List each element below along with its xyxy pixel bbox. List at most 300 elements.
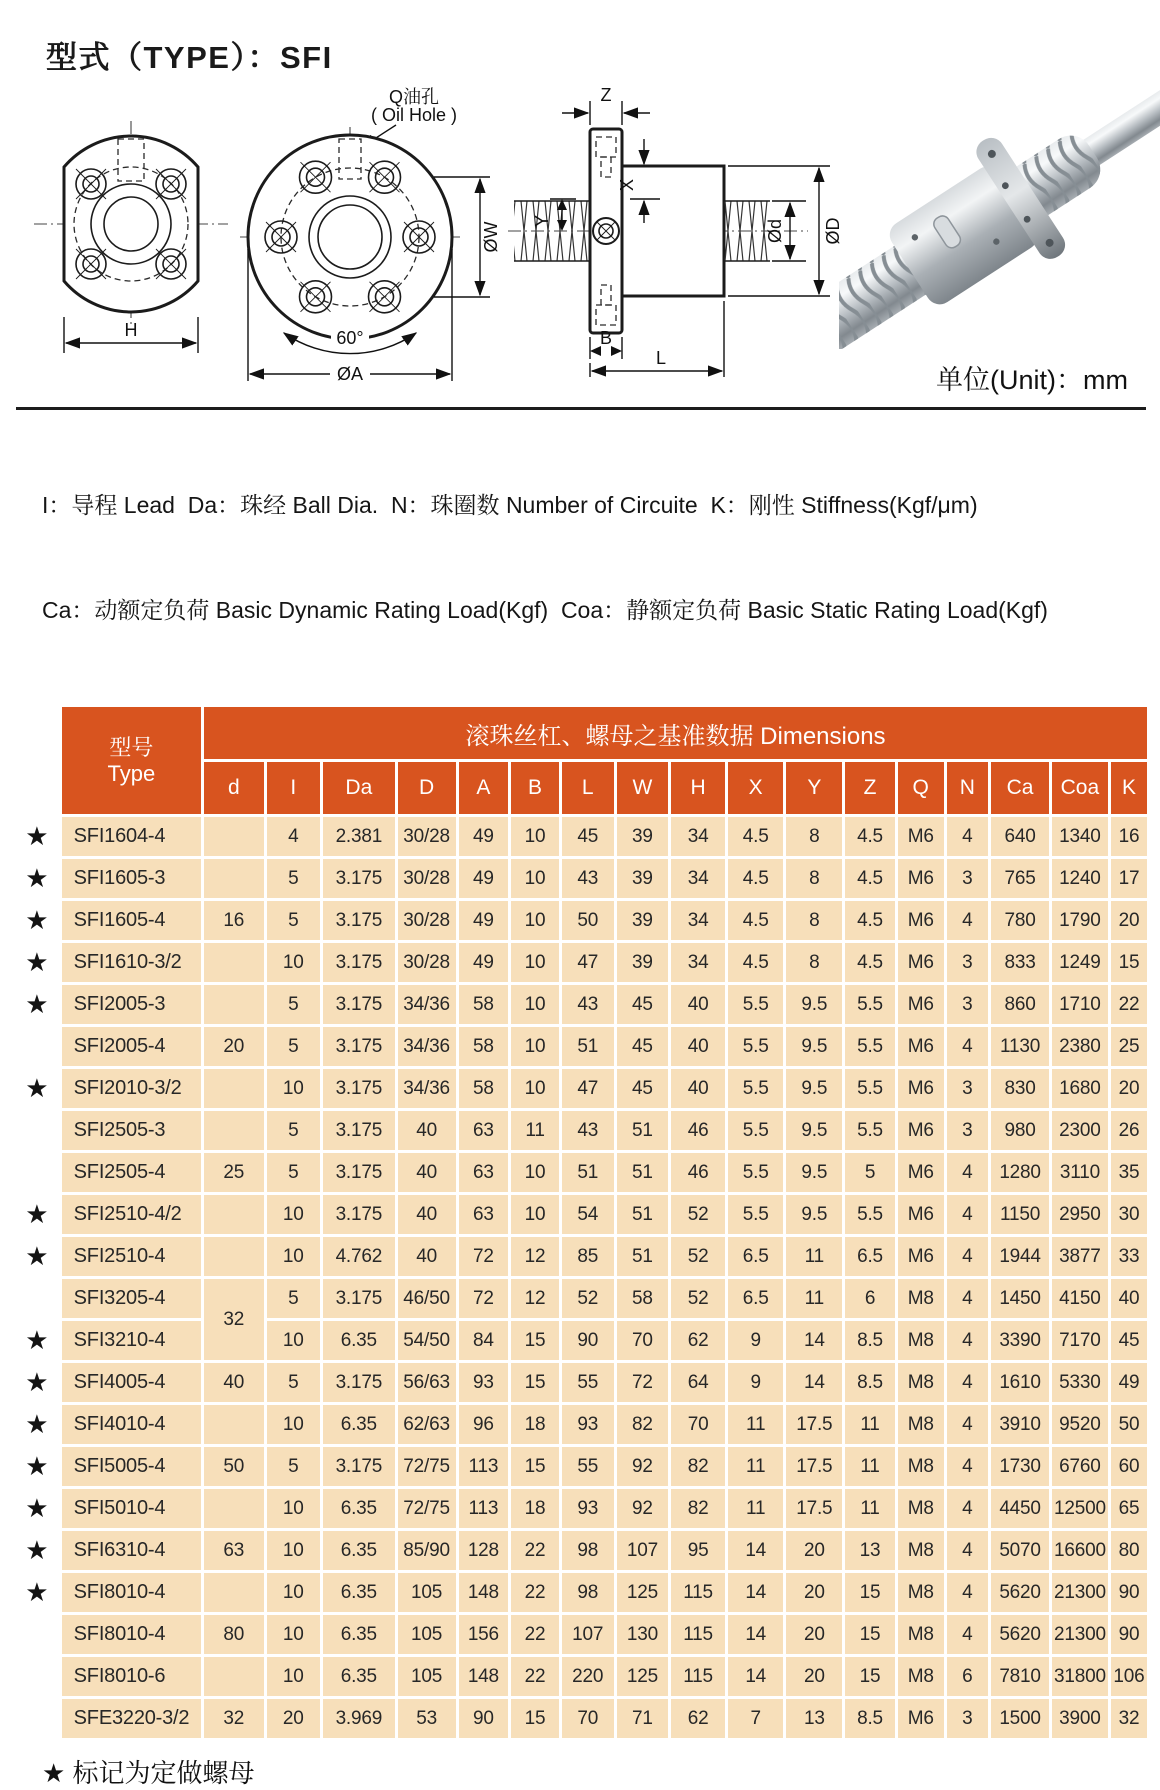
cell-K: 32 bbox=[1111, 1699, 1147, 1738]
cell-K: 90 bbox=[1111, 1573, 1147, 1612]
cell-Q: M8 bbox=[898, 1447, 944, 1486]
star-marker: ★ bbox=[25, 1325, 49, 1355]
cell-K: 49 bbox=[1111, 1363, 1147, 1402]
cell-Z: 4.5 bbox=[845, 817, 895, 856]
unit-label: 单位(Unit)：mm bbox=[936, 365, 1128, 395]
cell-Da: 3.175 bbox=[323, 1447, 395, 1486]
cell-N: 3 bbox=[947, 943, 989, 982]
cell-A: 63 bbox=[459, 1195, 509, 1234]
column-header-A: A bbox=[459, 762, 509, 814]
cell-I: 10 bbox=[267, 1321, 321, 1360]
cell-W: 71 bbox=[617, 1699, 669, 1738]
cell-Q: M6 bbox=[898, 1699, 944, 1738]
cell-Ca: 780 bbox=[991, 901, 1049, 940]
cell-A: 113 bbox=[459, 1447, 509, 1486]
cell-Y: 14 bbox=[786, 1363, 842, 1402]
cell-Coa: 6760 bbox=[1052, 1447, 1108, 1486]
cell-X: 7 bbox=[728, 1699, 784, 1738]
cell-B: 15 bbox=[511, 1699, 559, 1738]
cell-Z: 6 bbox=[845, 1279, 895, 1318]
cell-W: 51 bbox=[617, 1111, 669, 1150]
cell-Ca: 3910 bbox=[991, 1405, 1049, 1444]
cell-W: 70 bbox=[617, 1321, 669, 1360]
cell-Ca: 860 bbox=[991, 985, 1049, 1024]
cell-B: 10 bbox=[511, 817, 559, 856]
cell-A: 72 bbox=[459, 1279, 509, 1318]
cell-W: 125 bbox=[617, 1657, 669, 1696]
cell-X: 4.5 bbox=[728, 901, 784, 940]
cell-Z: 15 bbox=[845, 1573, 895, 1612]
cell-Q: M8 bbox=[898, 1657, 944, 1696]
star-marker: ★ bbox=[25, 1409, 49, 1439]
ballscrew-photo bbox=[839, 63, 1160, 349]
cell-d: 63 bbox=[204, 1531, 263, 1570]
cell-K: 80 bbox=[1111, 1531, 1147, 1570]
cell-L: 52 bbox=[562, 1279, 614, 1318]
cell-N: 4 bbox=[947, 1153, 989, 1192]
cell-Da: 6.35 bbox=[323, 1489, 395, 1528]
cell-Z: 11 bbox=[845, 1405, 895, 1444]
nut-body bbox=[622, 166, 724, 296]
cell-X: 4.5 bbox=[728, 859, 784, 898]
cell-D: 40 bbox=[398, 1237, 456, 1276]
dim-label-a: ØA bbox=[336, 364, 364, 384]
cell-W: 45 bbox=[617, 985, 669, 1024]
cell-Ca: 833 bbox=[991, 943, 1049, 982]
cell-A: 84 bbox=[459, 1321, 509, 1360]
cell-A: 49 bbox=[459, 943, 509, 982]
cell-X: 5.5 bbox=[728, 1069, 784, 1108]
cell-B: 10 bbox=[511, 985, 559, 1024]
cell-Z: 5.5 bbox=[845, 1195, 895, 1234]
type-column-header bbox=[62, 707, 201, 814]
cell-I: 5 bbox=[267, 1153, 321, 1192]
cell-B: 15 bbox=[511, 1447, 559, 1486]
table-row bbox=[15, 1657, 1147, 1696]
cell-Coa: 1249 bbox=[1052, 943, 1108, 982]
star-marker: ★ bbox=[25, 947, 49, 977]
type-cell: SFI2010-3/2 bbox=[62, 1069, 201, 1108]
cell-I: 5 bbox=[267, 859, 321, 898]
cell-A: 63 bbox=[459, 1153, 509, 1192]
cell-I: 10 bbox=[267, 1573, 321, 1612]
dim-label-z: Z bbox=[600, 85, 612, 105]
cell-Coa: 5330 bbox=[1052, 1363, 1108, 1402]
cell-H: 34 bbox=[671, 859, 725, 898]
type-cell: SFI4005-4 bbox=[62, 1363, 201, 1402]
cell-W: 58 bbox=[617, 1279, 669, 1318]
cell-Ca: 1944 bbox=[991, 1237, 1049, 1276]
cell-A: 49 bbox=[459, 859, 509, 898]
cell-I: 5 bbox=[267, 1027, 321, 1066]
cell-d bbox=[204, 817, 263, 856]
table-row bbox=[15, 901, 1147, 940]
column-header-Da: Da bbox=[323, 762, 395, 814]
cell-Ca: 1280 bbox=[991, 1153, 1049, 1192]
flange-view-drawing bbox=[238, 87, 506, 387]
cell-L: 220 bbox=[562, 1657, 614, 1696]
footnote: ★ 标记为定做螺母 bbox=[42, 1758, 255, 1788]
table-row bbox=[15, 859, 1147, 898]
cell-Z: 5.5 bbox=[845, 1111, 895, 1150]
cell-W: 92 bbox=[617, 1489, 669, 1528]
cell-Coa: 16600 bbox=[1052, 1531, 1108, 1570]
dimensions-header: 滚珠丝杠、螺母之基准数据 Dimensions bbox=[204, 707, 1147, 759]
cell-N: 4 bbox=[947, 1279, 989, 1318]
cell-Q: M8 bbox=[898, 1615, 944, 1654]
table-row bbox=[15, 943, 1147, 982]
cell-N: 4 bbox=[947, 1321, 989, 1360]
cell-H: 52 bbox=[671, 1195, 725, 1234]
cell-Da: 3.175 bbox=[323, 859, 395, 898]
star-marker: ★ bbox=[25, 1493, 49, 1523]
cell-H: 46 bbox=[671, 1153, 725, 1192]
cell-Ca: 5620 bbox=[991, 1573, 1049, 1612]
cell-d: 50 bbox=[204, 1447, 263, 1486]
cell-Coa: 21300 bbox=[1052, 1615, 1108, 1654]
cell-L: 55 bbox=[562, 1447, 614, 1486]
cell-W: 39 bbox=[617, 859, 669, 898]
cell-D: 62/63 bbox=[398, 1405, 456, 1444]
cell-A: 148 bbox=[459, 1573, 509, 1612]
cell-W: 39 bbox=[617, 817, 669, 856]
cell-Coa: 3877 bbox=[1052, 1237, 1108, 1276]
cell-Q: M8 bbox=[898, 1489, 944, 1528]
type-header-cn: 型号 bbox=[109, 734, 154, 760]
cell-A: 72 bbox=[459, 1237, 509, 1276]
cell-B: 10 bbox=[511, 1195, 559, 1234]
cell-Ca: 1150 bbox=[991, 1195, 1049, 1234]
cell-W: 45 bbox=[617, 1027, 669, 1066]
cell-Da: 3.175 bbox=[323, 1279, 395, 1318]
cell-D: 105 bbox=[398, 1657, 456, 1696]
screw-thread-left bbox=[514, 201, 590, 261]
cell-X: 6.5 bbox=[728, 1237, 784, 1276]
cell-A: 58 bbox=[459, 985, 509, 1024]
cell-W: 82 bbox=[617, 1405, 669, 1444]
cell-Coa: 1680 bbox=[1052, 1069, 1108, 1108]
column-header-H: H bbox=[671, 762, 725, 814]
cell-Da: 4.762 bbox=[323, 1237, 395, 1276]
dim-label-w: ØW bbox=[481, 221, 501, 253]
cell-Z: 8.5 bbox=[845, 1321, 895, 1360]
star-marker: ★ bbox=[25, 1577, 49, 1607]
cell-d bbox=[204, 1405, 263, 1444]
cell-Y: 20 bbox=[786, 1573, 842, 1612]
cell-B: 12 bbox=[511, 1279, 559, 1318]
cell-Z: 5 bbox=[845, 1153, 895, 1192]
cell-L: 43 bbox=[562, 859, 614, 898]
cell-H: 82 bbox=[671, 1447, 725, 1486]
cell-A: 90 bbox=[459, 1699, 509, 1738]
type-cell: SFI2005-3 bbox=[62, 985, 201, 1024]
cell-K: 33 bbox=[1111, 1237, 1147, 1276]
cell-X: 5.5 bbox=[728, 1153, 784, 1192]
cell-Q: M8 bbox=[898, 1405, 944, 1444]
dim-label-d-big: ØD bbox=[823, 217, 843, 245]
cell-Coa: 12500 bbox=[1052, 1489, 1108, 1528]
cell-H: 52 bbox=[671, 1279, 725, 1318]
cell-N: 3 bbox=[947, 1069, 989, 1108]
cell-Da: 3.175 bbox=[323, 1027, 395, 1066]
table-row bbox=[15, 1195, 1147, 1234]
cell-Da: 6.35 bbox=[323, 1657, 395, 1696]
cell-Z: 8.5 bbox=[845, 1699, 895, 1738]
cell-L: 107 bbox=[562, 1615, 614, 1654]
cell-D: 40 bbox=[398, 1153, 456, 1192]
cell-K: 50 bbox=[1111, 1405, 1147, 1444]
cell-X: 5.5 bbox=[728, 1195, 784, 1234]
column-header-d: d bbox=[204, 762, 263, 814]
column-header-Z: Z bbox=[845, 762, 895, 814]
page-title: 型式（TYPE）：SFI bbox=[46, 40, 333, 75]
cell-Z: 5.5 bbox=[845, 985, 895, 1024]
cell-B: 12 bbox=[511, 1237, 559, 1276]
cell-Y: 8 bbox=[786, 859, 842, 898]
cell-Q: M8 bbox=[898, 1321, 944, 1360]
cell-I: 5 bbox=[267, 901, 321, 940]
table-row bbox=[15, 817, 1147, 856]
cell-Q: M8 bbox=[898, 1363, 944, 1402]
cell-L: 55 bbox=[562, 1363, 614, 1402]
cell-Y: 20 bbox=[786, 1615, 842, 1654]
cell-Ca: 5620 bbox=[991, 1615, 1049, 1654]
type-cell: SFI1610-3/2 bbox=[62, 943, 201, 982]
column-header-Y: Y bbox=[786, 762, 842, 814]
cell-d: 32 bbox=[204, 1699, 263, 1738]
cell-X: 9 bbox=[728, 1321, 784, 1360]
cell-X: 4.5 bbox=[728, 943, 784, 982]
cell-Y: 9.5 bbox=[786, 1111, 842, 1150]
cell-Y: 9.5 bbox=[786, 1153, 842, 1192]
cell-Ca: 1450 bbox=[991, 1279, 1049, 1318]
cell-Q: M6 bbox=[898, 1069, 944, 1108]
cell-Q: M6 bbox=[898, 901, 944, 940]
cell-W: 39 bbox=[617, 901, 669, 940]
spec-table-body bbox=[15, 817, 1147, 1738]
cell-I: 5 bbox=[267, 985, 321, 1024]
cell-d bbox=[204, 1489, 263, 1528]
star-placeholder bbox=[15, 1615, 59, 1654]
cell-X: 9 bbox=[728, 1363, 784, 1402]
cell-Coa: 31800 bbox=[1052, 1657, 1108, 1696]
cell-K: 30 bbox=[1111, 1195, 1147, 1234]
table-row bbox=[15, 1027, 1147, 1066]
cell-d bbox=[204, 1069, 263, 1108]
cell-I: 10 bbox=[267, 1615, 321, 1654]
oil-hole-label-en: ( Oil Hole ) bbox=[370, 105, 458, 125]
cell-A: 93 bbox=[459, 1363, 509, 1402]
cell-N: 3 bbox=[947, 1111, 989, 1150]
cell-L: 98 bbox=[562, 1573, 614, 1612]
cell-N: 3 bbox=[947, 859, 989, 898]
cell-Y: 13 bbox=[786, 1699, 842, 1738]
cell-B: 22 bbox=[511, 1615, 559, 1654]
table-row bbox=[15, 1699, 1147, 1738]
cell-Da: 6.35 bbox=[323, 1615, 395, 1654]
star-placeholder bbox=[15, 1657, 59, 1696]
cell-Y: 8 bbox=[786, 943, 842, 982]
type-cell: SFI3210-4 bbox=[62, 1321, 201, 1360]
cell-Coa: 7170 bbox=[1052, 1321, 1108, 1360]
cell-D: 72/75 bbox=[398, 1447, 456, 1486]
cell-D: 30/28 bbox=[398, 859, 456, 898]
star-marker: ★ bbox=[25, 821, 49, 851]
cell-W: 51 bbox=[617, 1195, 669, 1234]
cell-H: 40 bbox=[671, 1027, 725, 1066]
cell-H: 115 bbox=[671, 1657, 725, 1696]
type-cell: SFI1605-3 bbox=[62, 859, 201, 898]
nut-front-view-drawing bbox=[26, 109, 238, 374]
cell-d bbox=[204, 943, 263, 982]
cell-I: 10 bbox=[267, 943, 321, 982]
cell-D: 85/90 bbox=[398, 1531, 456, 1570]
legend bbox=[42, 418, 1150, 698]
cell-X: 5.5 bbox=[728, 1111, 784, 1150]
star-placeholder bbox=[15, 1153, 59, 1192]
cell-B: 10 bbox=[511, 943, 559, 982]
cell-H: 40 bbox=[671, 1069, 725, 1108]
cell-I: 10 bbox=[267, 1531, 321, 1570]
type-cell: SFI2510-4 bbox=[62, 1237, 201, 1276]
legend-line-1: I：导程 Lead Da：珠经 Ball Dia. N：珠圈数 Number of Circuite K：刚性 Stiffness(Kgf/μm) bbox=[42, 492, 978, 518]
cell-H: 52 bbox=[671, 1237, 725, 1276]
column-header-Coa: Coa bbox=[1052, 762, 1108, 814]
table-row bbox=[15, 1069, 1147, 1108]
table-row bbox=[15, 1405, 1147, 1444]
screw-thread-right bbox=[724, 201, 770, 261]
cell-Coa: 3110 bbox=[1052, 1153, 1108, 1192]
cell-Y: 9.5 bbox=[786, 1027, 842, 1066]
cell-B: 22 bbox=[511, 1531, 559, 1570]
star-placeholder bbox=[15, 1279, 59, 1318]
cell-N: 4 bbox=[947, 1489, 989, 1528]
cell-H: 70 bbox=[671, 1405, 725, 1444]
cell-H: 115 bbox=[671, 1573, 725, 1612]
star-marker: ★ bbox=[25, 1367, 49, 1397]
cell-Q: M6 bbox=[898, 1153, 944, 1192]
dim-label-angle: 60° bbox=[336, 328, 364, 348]
cell-Q: M6 bbox=[898, 1237, 944, 1276]
cell-B: 22 bbox=[511, 1657, 559, 1696]
cell-H: 115 bbox=[671, 1615, 725, 1654]
table-row bbox=[15, 1615, 1147, 1654]
cell-W: 39 bbox=[617, 943, 669, 982]
cell-H: 34 bbox=[671, 943, 725, 982]
cell-Ca: 5070 bbox=[991, 1531, 1049, 1570]
column-header-L: L bbox=[562, 762, 614, 814]
cell-B: 15 bbox=[511, 1363, 559, 1402]
type-cell: SFI8010-6 bbox=[62, 1657, 201, 1696]
column-header-Q: Q bbox=[898, 762, 944, 814]
cell-Ca: 830 bbox=[991, 1069, 1049, 1108]
cell-d: 16 bbox=[204, 901, 263, 940]
table-row bbox=[15, 1279, 1147, 1318]
table-row bbox=[15, 1531, 1147, 1570]
star-marker: ★ bbox=[25, 1073, 49, 1103]
cell-A: 63 bbox=[459, 1111, 509, 1150]
cell-X: 11 bbox=[728, 1489, 784, 1528]
cell-K: 20 bbox=[1111, 1069, 1147, 1108]
column-header-B: B bbox=[511, 762, 559, 814]
cell-Q: M6 bbox=[898, 1111, 944, 1150]
cell-Coa: 1340 bbox=[1052, 817, 1108, 856]
cell-Q: M6 bbox=[898, 859, 944, 898]
cell-N: 4 bbox=[947, 1027, 989, 1066]
cell-Q: M6 bbox=[898, 817, 944, 856]
type-cell: SFI1604-4 bbox=[62, 817, 201, 856]
oil-hole-label-cn: Q油孔 bbox=[388, 87, 440, 107]
cell-I: 10 bbox=[267, 1195, 321, 1234]
technical-drawings bbox=[26, 81, 1150, 395]
section-view-drawing bbox=[506, 81, 851, 381]
cell-B: 15 bbox=[511, 1321, 559, 1360]
dim-label-d-small: Ød bbox=[765, 218, 785, 244]
type-cell: SFE3220-3/2 bbox=[62, 1699, 201, 1738]
cell-X: 5.5 bbox=[728, 985, 784, 1024]
cell-K: 60 bbox=[1111, 1447, 1147, 1486]
star-marker: ★ bbox=[25, 1451, 49, 1481]
cell-Y: 9.5 bbox=[786, 1069, 842, 1108]
cell-Ca: 3390 bbox=[991, 1321, 1049, 1360]
type-cell: SFI4010-4 bbox=[62, 1405, 201, 1444]
cell-d bbox=[204, 1111, 263, 1150]
cell-L: 45 bbox=[562, 817, 614, 856]
star-marker: ★ bbox=[25, 863, 49, 893]
cell-Y: 11 bbox=[786, 1237, 842, 1276]
cell-d: 25 bbox=[204, 1153, 263, 1192]
cell-L: 50 bbox=[562, 901, 614, 940]
star-placeholder bbox=[15, 1111, 59, 1150]
cell-W: 107 bbox=[617, 1531, 669, 1570]
type-cell: SFI2005-4 bbox=[62, 1027, 201, 1066]
type-cell: SFI5010-4 bbox=[62, 1489, 201, 1528]
cell-Z: 5.5 bbox=[845, 1069, 895, 1108]
type-cell: SFI8010-4 bbox=[62, 1615, 201, 1654]
cell-W: 130 bbox=[617, 1615, 669, 1654]
cell-Coa: 1240 bbox=[1052, 859, 1108, 898]
cell-X: 4.5 bbox=[728, 817, 784, 856]
cell-D: 46/50 bbox=[398, 1279, 456, 1318]
section-divider bbox=[16, 407, 1146, 410]
cell-Da: 6.35 bbox=[323, 1321, 395, 1360]
cell-Coa: 2380 bbox=[1052, 1027, 1108, 1066]
cell-I: 10 bbox=[267, 1657, 321, 1696]
cell-Y: 17.5 bbox=[786, 1405, 842, 1444]
cell-Da: 3.175 bbox=[323, 1153, 395, 1192]
cell-Da: 6.35 bbox=[323, 1405, 395, 1444]
cell-N: 4 bbox=[947, 1237, 989, 1276]
cell-Q: M6 bbox=[898, 1027, 944, 1066]
cell-N: 4 bbox=[947, 1615, 989, 1654]
cell-N: 4 bbox=[947, 1405, 989, 1444]
cell-D: 30/28 bbox=[398, 817, 456, 856]
star-marker: ★ bbox=[25, 1241, 49, 1271]
cell-X: 14 bbox=[728, 1573, 784, 1612]
cell-Y: 9.5 bbox=[786, 1195, 842, 1234]
cell-B: 22 bbox=[511, 1573, 559, 1612]
cell-B: 10 bbox=[511, 1153, 559, 1192]
cell-B: 10 bbox=[511, 901, 559, 940]
dim-label-b: B bbox=[599, 328, 613, 348]
cell-A: 128 bbox=[459, 1531, 509, 1570]
cell-Da: 3.175 bbox=[323, 943, 395, 982]
cell-Coa: 4150 bbox=[1052, 1279, 1108, 1318]
cell-W: 45 bbox=[617, 1069, 669, 1108]
cell-K: 90 bbox=[1111, 1615, 1147, 1654]
column-header-K: K bbox=[1111, 762, 1147, 814]
table-row bbox=[15, 1237, 1147, 1276]
